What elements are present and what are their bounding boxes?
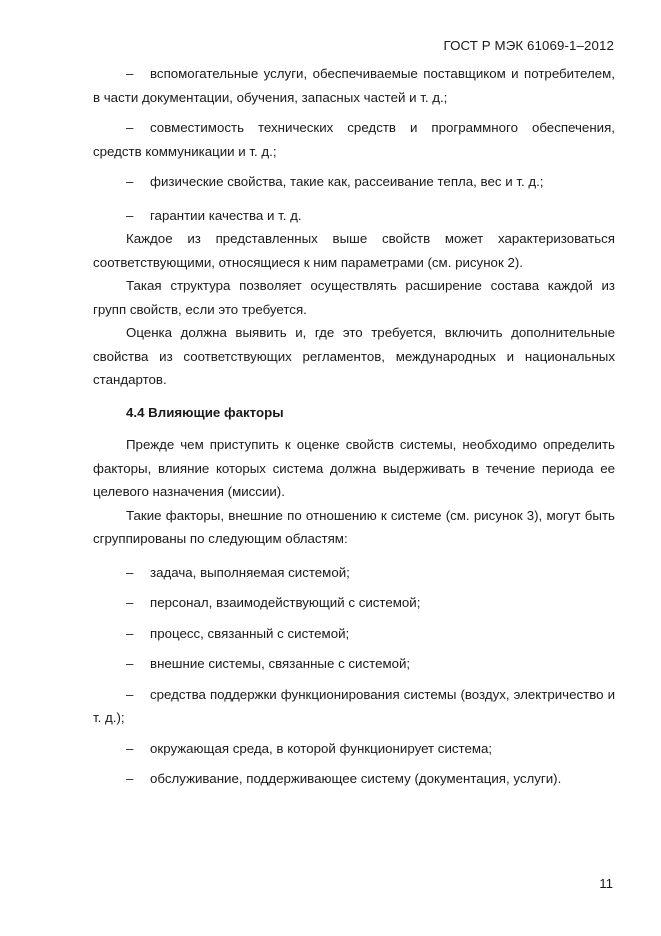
list-item-text: средства поддержки функционирования системы (воздух, электричество и т. д.); [93,686,615,725]
list-item [93,622,615,646]
paragraph: Прежде чем приступить к оценке свойств системы, необходимо определить факторы, влияние которых система должна выдерживать в течение периода ее целевого назначения (миссии). [93,437,615,499]
list-item [93,62,615,109]
dash-marker: – [126,207,134,223]
dash-marker: – [126,740,134,756]
dash-marker: – [126,595,134,610]
list-item-text: вспомогательные услуги, обеспечиваемые поставщиком и потребителем, в части документации, обучения, запасных частей и т. д.; [93,66,615,105]
list-item [93,737,615,761]
list-item-text: задача, выполняемая системой; [150,564,350,580]
list-item [93,652,615,676]
document-header: ГОСТ Р МЭК 61069-1–2012 [443,38,614,53]
dash-marker: – [126,174,134,189]
dash-marker: – [126,625,134,641]
paragraph: Такая структура позволяет осуществлять расширение состава каждой из групп свойств, если это требуется. [93,278,615,317]
dash-marker: – [126,66,134,81]
list-item-text: процесс, связанный с системой; [150,625,350,641]
list-item-text: внешние системы, связанные с системой; [150,656,411,671]
list-item-text: персонал, взаимодействующий с системой; [150,595,421,610]
dash-marker: – [126,656,134,671]
paragraph: Такие факторы, внешние по отношению к системе (см. рисунок 3), могут быть сгруппированы по следующим областям: [93,507,615,546]
list-item-text: окружающая среда, в которой функционирует система; [150,740,493,756]
list-item [93,591,615,615]
list-item [93,561,615,585]
section-heading: 4.4 Влияющие факторы [126,404,284,420]
list-item-text: физические свойства, такие как, рассеивание тепла, вес и т. д.; [150,174,544,189]
list-item [93,683,615,730]
list-item-text: совместимость технических средств и программного обеспечения, средств коммуникации и т. д.; [93,120,615,159]
list-item [93,170,615,194]
list-item [93,116,615,163]
page-content [93,62,615,791]
dash-marker: – [126,564,134,580]
dash-marker: – [126,686,134,702]
list-item-text: гарантии качества и т. д. [150,207,302,223]
dash-marker: – [126,771,134,786]
list-item [93,767,615,791]
list-item [93,204,615,228]
paragraph: Каждое из представленных выше свойств может характеризоваться соответствующими, относящиеся к ним параметрами (см. рисунок 2). [93,231,615,270]
dash-marker: – [126,120,134,135]
list-item-text: обслуживание, поддерживающее систему (документация, услуги). [150,771,562,786]
page-number: 11 [599,876,613,891]
paragraph: Оценка должна выявить и, где это требуется, включить дополнительные свойства из соответствующих регламентов, международных и национальных стандартов. [93,325,615,387]
